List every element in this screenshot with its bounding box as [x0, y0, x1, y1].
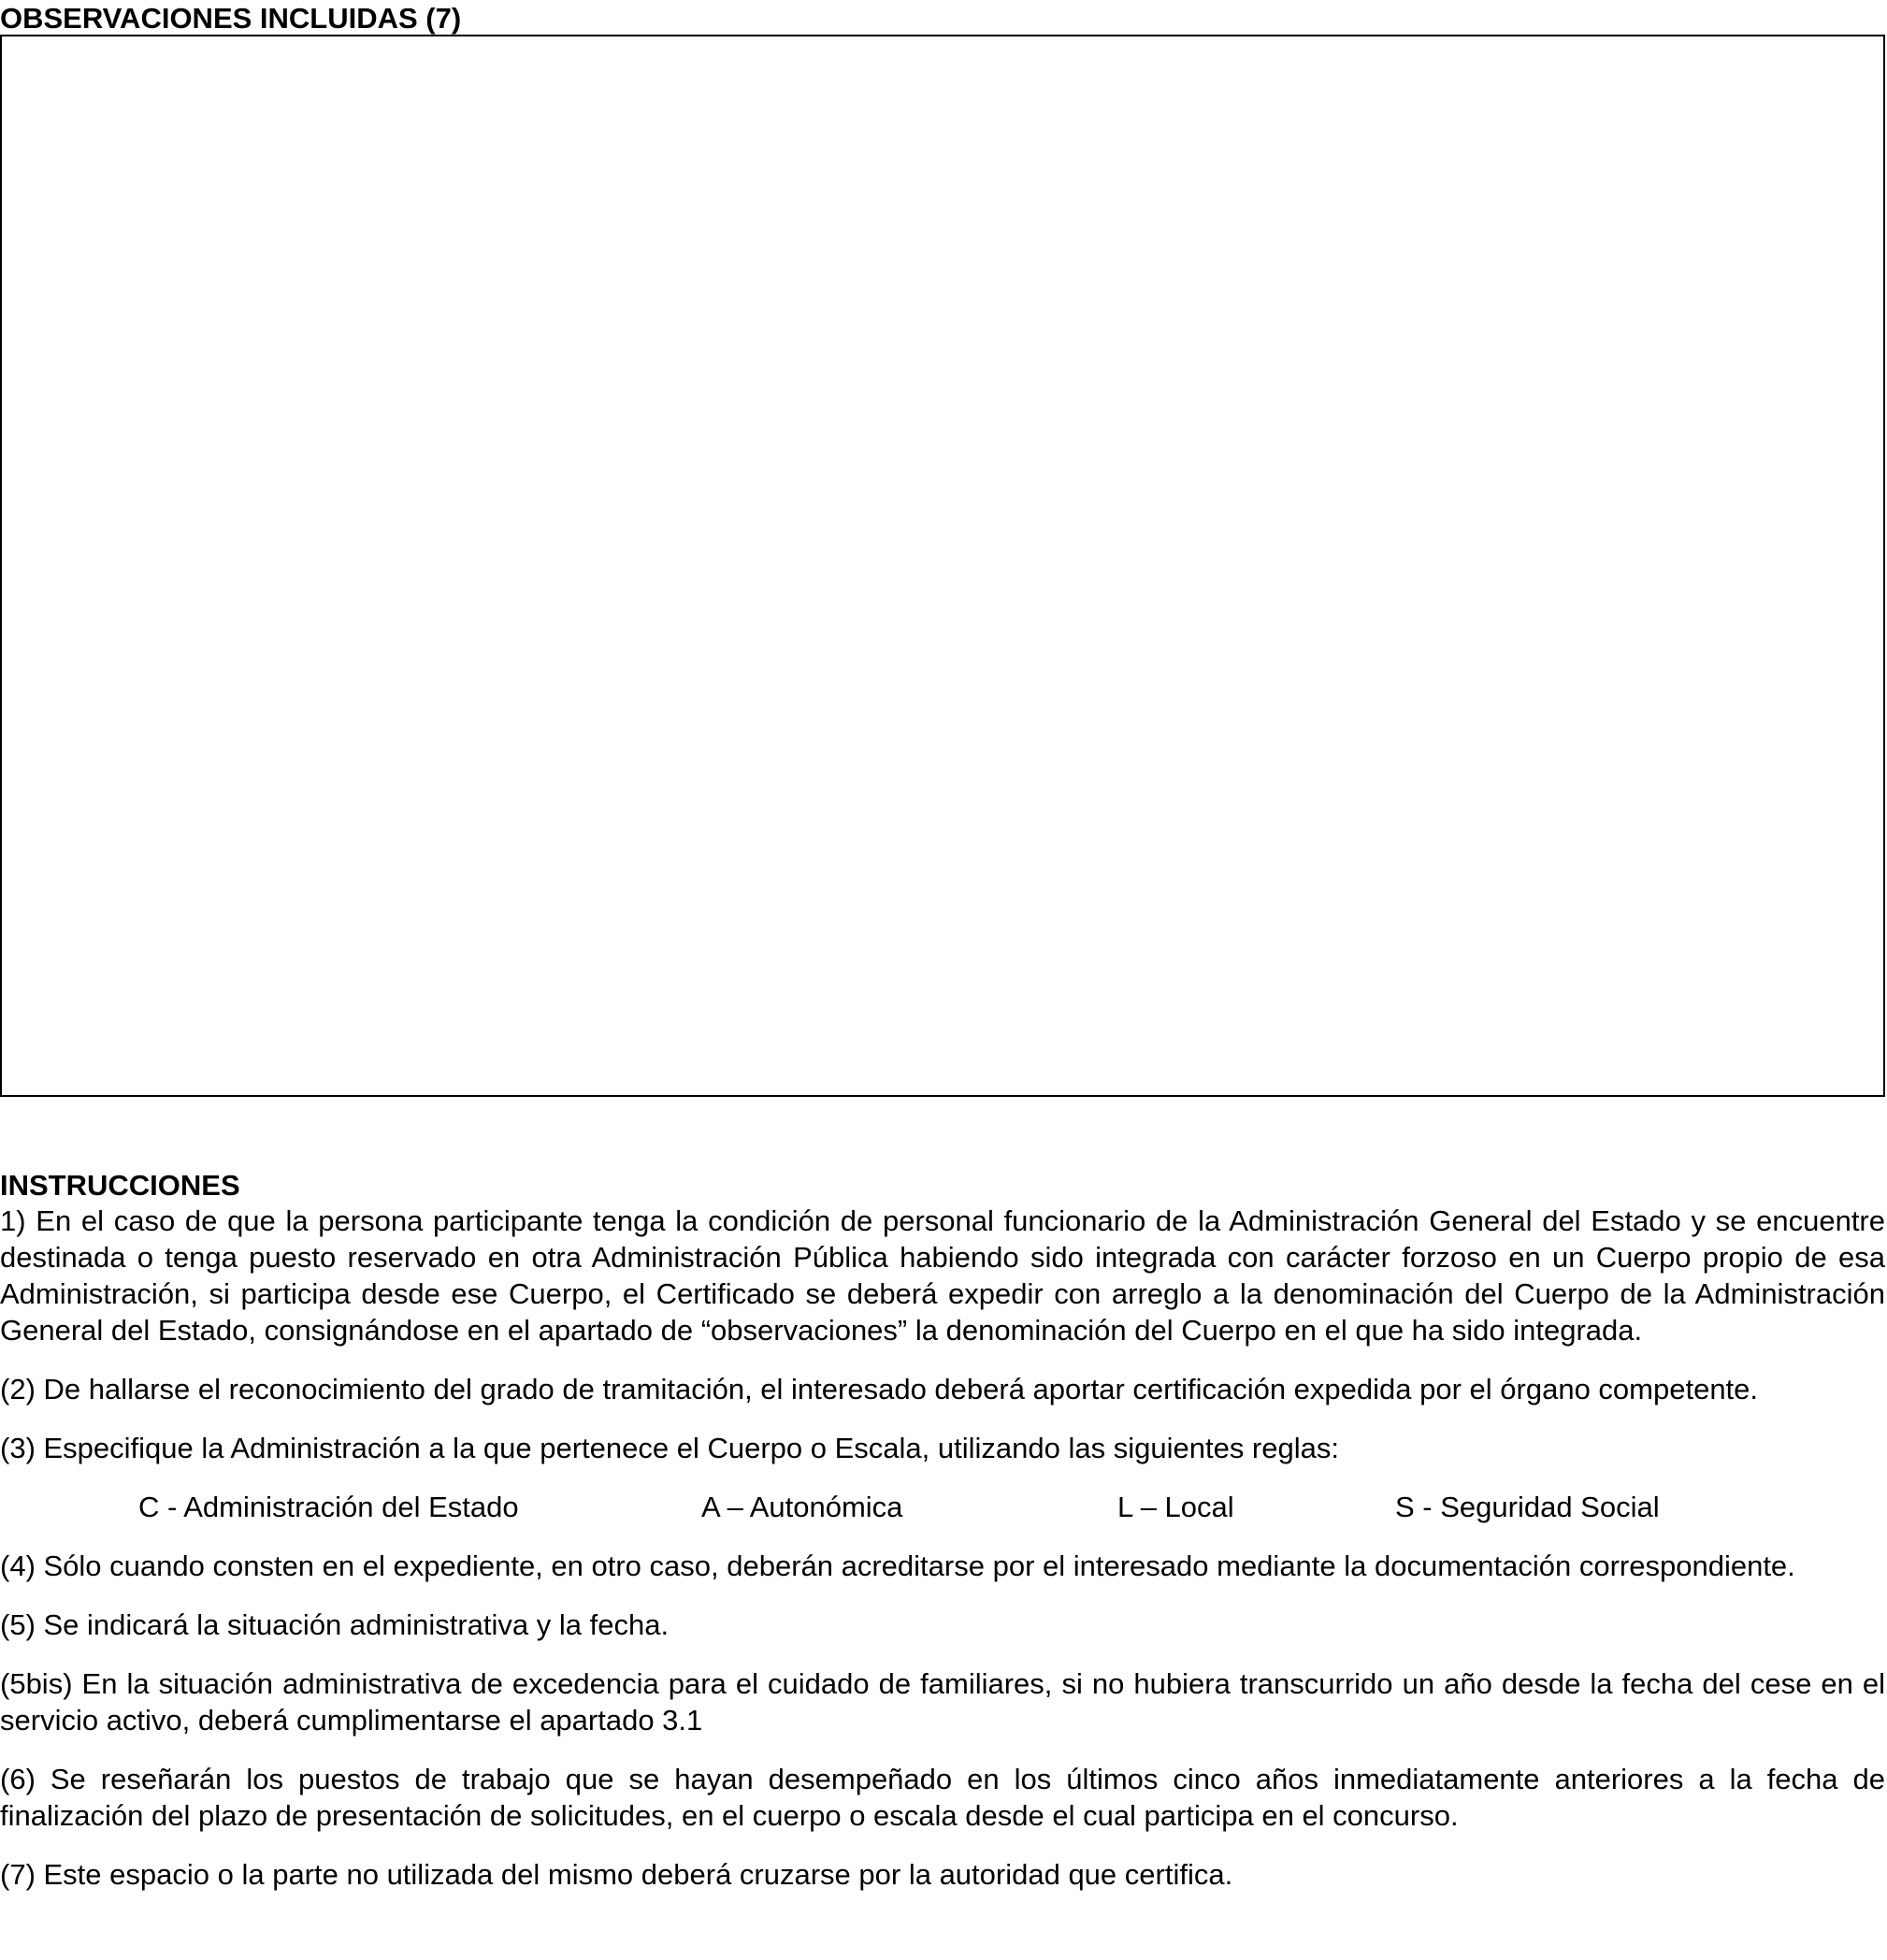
rule-estado: C - Administración del Estado	[138, 1491, 519, 1523]
rule-seguridad-social: S - Seguridad Social	[1395, 1491, 1660, 1523]
instruction-7: (7) Este espacio o la parte no utilizada del mismo deberá cruzarse por la autoridad que certifica.	[0, 1858, 1233, 1891]
instruction-1: 1) En el caso de que la persona participante tenga la condición de personal funcionario de la Administración General del Estado y se encuentre destinada o tenga puesto reservado en otra Administración Pública habiendo sido integrada con carácter forzoso en un Cuerpo propio de esa Administración, si participa desde ese Cuerpo, el Certificado se deberá expedir con arreglo a la denominación del Cuerpo de la Administración General del Estado, consignándose en el apartado de “observaciones” la denominación del Cuerpo en el que ha sido integrada.	[0, 1204, 1885, 1347]
rule-local: L – Local	[1117, 1491, 1234, 1523]
instructions-section	[0, 1169, 1885, 1915]
instruction-3: (3) Especifique la Administración a la que pertenece el Cuerpo o Escala, utilizando las siguientes reglas:	[0, 1432, 1339, 1464]
observations-title: OBSERVACIONES INCLUIDAS (7)	[0, 2, 462, 35]
instructions-heading: INSTRUCCIONES	[0, 1169, 240, 1202]
instruction-6: (6) Se reseñarán los puestos de trabajo que se hayan desempeñado en los últimos cinco años inmediatamente anteriores a la fecha de finalización del plazo de presentación de solicitudes, en el cuerpo o escala desde el cual participa en el concurso.	[0, 1763, 1885, 1832]
instruction-2: (2) De hallarse el reconocimiento del grado de tramitación, el interesado deberá aportar certificación expedida por el órgano competente.	[0, 1373, 1759, 1405]
instruction-4: (4) Sólo cuando consten en el expediente, en otro caso, deberán acreditarse por el interesado mediante la documentación correspondiente.	[0, 1549, 1795, 1582]
rule-autonomica: A – Autonómica	[701, 1491, 903, 1523]
observations-box[interactable]	[0, 35, 1885, 1097]
administration-rules	[0, 1489, 1885, 1525]
instruction-5bis: (5bis) En la situación administrativa de excedencia para el cuidado de familiares, si no hubiera transcurrido un año desde la fecha del cese en el servicio activo, deberá cumplimentarse el apartado 3.1	[0, 1667, 1885, 1737]
instruction-5: (5) Se indicará la situación administrativa y la fecha.	[0, 1608, 670, 1641]
